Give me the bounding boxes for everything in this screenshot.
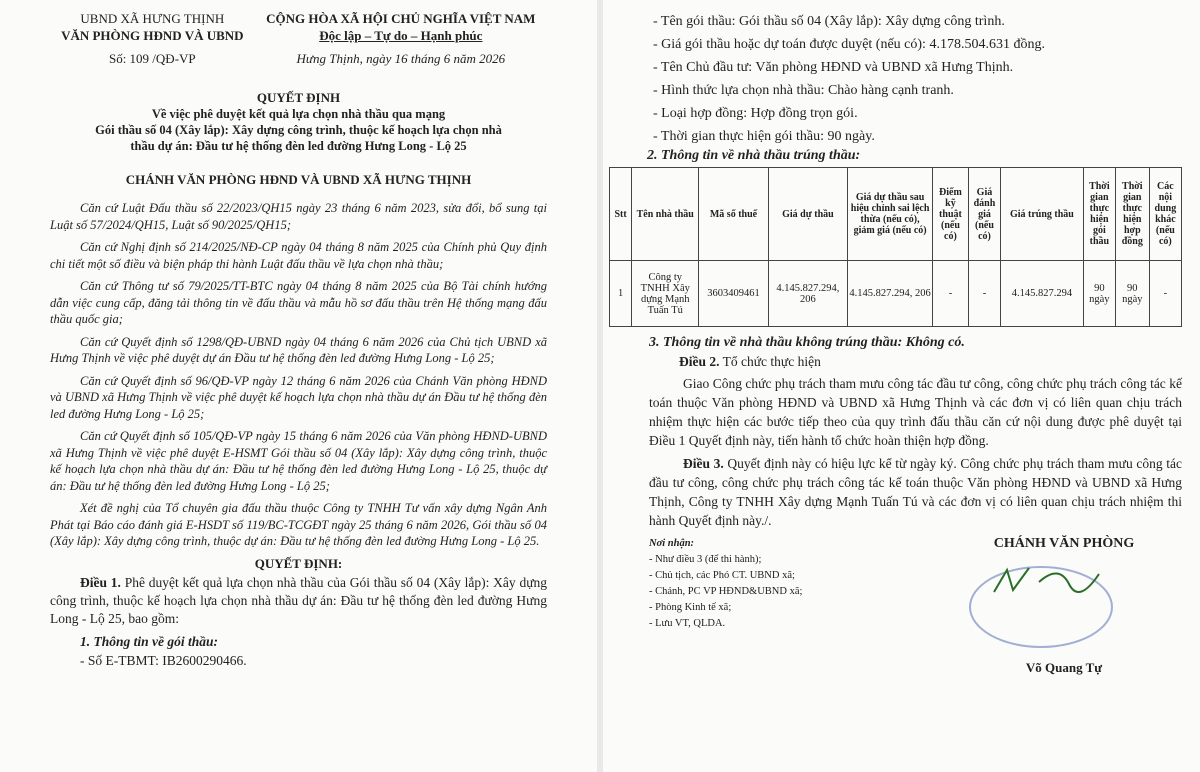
signature-block bbox=[649, 536, 1182, 686]
basis-1: Căn cứ Luật Đấu thầu số 22/2023/QH15 ngày 23 tháng 6 năm 2023, sửa đổi, bổ sung tại Luật số 57/2024/QH15, Luật số 90/2025/QH15; bbox=[50, 201, 547, 232]
table-row bbox=[610, 261, 1182, 327]
th-name: Tên nhà thầu bbox=[632, 168, 699, 261]
recipient-item: - Phòng Kinh tế xã; bbox=[649, 602, 732, 613]
th-award: Giá trúng thầu bbox=[1001, 168, 1084, 261]
cell-name: Công ty TNHH Xây dựng Mạnh Tuấn Tú bbox=[632, 261, 699, 327]
issuer-heading: CHÁNH VĂN PHÒNG HĐND VÀ UBND XÃ HƯNG THỊNH bbox=[125, 172, 472, 187]
table-header-row bbox=[610, 168, 1182, 261]
cell-tech: - bbox=[933, 261, 969, 327]
etbmt-line: - Số E-TBMT: IB2600290466. bbox=[80, 652, 247, 668]
section-1-heading: 1. Thông tin về gói thầu: bbox=[80, 633, 219, 649]
nation-block bbox=[255, 10, 547, 67]
package-duration: - Thời gian thực hiện gói thầu: 90 ngày. bbox=[653, 129, 875, 144]
recipient-item: - Chánh, PC VP HĐND&UBND xã; bbox=[649, 586, 803, 597]
package-price: - Giá gói thầu hoặc dự toán được duyệt (nếu có): 4.178.504.631 đồng. bbox=[653, 37, 1045, 52]
recipients-label: Nơi nhận: bbox=[649, 538, 695, 549]
th-tech: Điểm kỹ thuật (nếu có) bbox=[933, 168, 969, 261]
document-header bbox=[50, 10, 547, 67]
cell-other: - bbox=[1149, 261, 1181, 327]
article-2-label: Điều 2. bbox=[679, 354, 720, 369]
cell-eval: - bbox=[968, 261, 1000, 327]
signature-icon bbox=[989, 562, 1119, 602]
subtitle-3: thầu dự án: Đầu tư hệ thống đèn led đường Hưng Long - Lộ 25 bbox=[130, 139, 467, 153]
basis-6: Căn cứ Quyết định số 105/QĐ-VP ngày 15 tháng 6 năm 2026 của Văn phòng HĐND-UBND xã Hưng Thịnh về việc phê duyệt E-HSMT Gói thầu số 04 (Xây lắp): Xây dựng công trình, thuộc kế hoạch lựa chọn nhà thầu dự án: Đầu tư hệ thống đèn led đường Hưng Long - Lộ 25, thuộc dự án: Đầu tư hệ thống đèn led đường Hưng Long - Lộ 25; bbox=[50, 429, 547, 493]
th-eval: Giá đánh giá (nếu có) bbox=[968, 168, 1000, 261]
th-stt: Stt bbox=[610, 168, 632, 261]
cell-adjusted: 4.145.827.294, 206 bbox=[848, 261, 933, 327]
article-2-title: Tổ chức thực hiện bbox=[719, 354, 821, 369]
cell-time-pkg: 90 ngày bbox=[1083, 261, 1115, 327]
section-2-heading: 2. Thông tin về nhà thầu trúng thầu: bbox=[647, 148, 861, 163]
org-line1: UBND XÃ HƯNG THỊNH bbox=[80, 11, 225, 26]
th-other: Các nội dung khác (nếu có) bbox=[1149, 168, 1181, 261]
signer-title: CHÁNH VĂN PHÒNG bbox=[993, 536, 1135, 551]
doc-title: QUYẾT ĐỊNH bbox=[256, 90, 341, 105]
cell-bid: 4.145.827.294, 206 bbox=[768, 261, 847, 327]
article-1-label: Điều 1. bbox=[80, 574, 121, 590]
doc-number: Số: 109 /QĐ-VP bbox=[108, 51, 196, 66]
subtitle-2: Gói thầu số 04 (Xây lắp): Xây dựng công trình, thuộc kế hoạch lựa chọn nhà bbox=[95, 123, 502, 137]
page-left bbox=[0, 0, 597, 772]
th-time-pkg: Thời gian thực hiện gói thầu bbox=[1083, 168, 1115, 261]
basis-7: Xét đề nghị của Tổ chuyên gia đấu thầu thuộc Công ty TNHH Tư vấn xây dựng Ngân Anh Phát tại Báo cáo đánh giá E-HSDT số 119/BC-TCGĐT ngày 25 tháng 6 năm 2026, Gói thầu số 04 (Xây lắp): Xây dựng công trình, thuộc dự án: Đầu tư hệ thống đèn led đường Hưng Long - Lộ 25. bbox=[50, 501, 547, 548]
article-3-text: Quyết định này có hiệu lực kể từ ngày ký. Công chức phụ trách tham mưu công tác đầu tư công, công chức phụ trách công tác kế toán thuộc Văn phòng HĐND và UBND xã Hưng Thịnh, Công ty TNHH Xây dựng Mạnh Tuấn Tú và các đơn vị có liên quan chịu trách nhiệm thi hành Quyết định này./. bbox=[649, 456, 1183, 528]
package-name: - Tên gói thầu: Gói thầu số 04 (Xây lắp): Xây dựng công trình. bbox=[653, 14, 1005, 29]
doc-date: Hưng Thịnh, ngày 16 tháng 6 năm 2026 bbox=[296, 51, 506, 66]
page-right bbox=[603, 0, 1200, 772]
decision-heading: QUYẾT ĐỊNH: bbox=[254, 555, 343, 571]
th-bid: Giá dự thầu bbox=[768, 168, 847, 261]
package-method: - Hình thức lựa chọn nhà thầu: Chào hàng cạnh tranh. bbox=[653, 83, 954, 98]
package-owner: - Tên Chủ đầu tư: Văn phòng HĐND và UBND xã Hưng Thịnh. bbox=[653, 60, 1014, 75]
article-3 bbox=[649, 454, 1182, 530]
section-3-heading: 3. Thông tin về nhà thầu không trúng thầu: Không có. bbox=[649, 335, 965, 350]
recipient-item: - Chủ tịch, các Phó CT. UBND xã; bbox=[649, 570, 795, 581]
winner-table bbox=[609, 167, 1182, 327]
signer-name: Võ Quang Tự bbox=[1025, 660, 1103, 675]
cell-award: 4.145.827.294 bbox=[1001, 261, 1084, 327]
org-line2: VĂN PHÒNG HĐND VÀ UBND bbox=[61, 28, 244, 43]
article-1-text: Phê duyệt kết quả lựa chọn nhà thầu của Gói thầu số 04 (Xây lắp): Xây dựng công trình, thuộc kế hoạch lựa chọn nhà thầu dự án: Đầu tư hệ thống đèn led đường Hưng Long - Lộ 25, bao gồm: bbox=[50, 574, 548, 626]
recipient-item: - Như điều 3 (để thi hành); bbox=[649, 554, 762, 565]
th-tax: Mã số thuế bbox=[699, 168, 768, 261]
article-2-text: Giao Công chức phụ trách tham mưu công tác đầu tư công, công chức phụ trách công tác kế toán thuộc Văn phòng HĐND và UBND xã Hưng Thịnh và các đơn vị có liên quan chịu trách nhiệm thực hiện các bước tiếp theo của quy trình đấu thầu căn cứ nội dung được phê duyệt tại Điều 1 Quyết định này, tiến hành tổ chức hoàn thiện hợp đồng. bbox=[649, 376, 1182, 448]
subtitle-1: Về việc phê duyệt kết quả lựa chọn nhà thầu qua mạng bbox=[151, 107, 446, 121]
basis-3: Căn cứ Thông tư số 79/2025/TT-BTC ngày 04 tháng 8 năm 2025 của Bộ Tài chính hướng dẫn việc cung cấp, đăng tải thông tin về đấu thầu và mẫu hồ sơ đấu thầu trên Hệ thống mạng đấu thầu quốc gia; bbox=[50, 279, 547, 326]
cell-stt: 1 bbox=[610, 261, 632, 327]
basis-5: Căn cứ Quyết định số 96/QĐ-VP ngày 12 tháng 6 năm 2026 của Chánh Văn phòng HĐND và UBND xã Hưng Thịnh về việc phê duyệt kế hoạch lựa chọn nhà thầu dự án Đầu tư hệ thống đèn led đường Hưng Long - Lộ 25; bbox=[50, 373, 547, 421]
th-time-contract: Thời gian thực hiện hợp đồng bbox=[1115, 168, 1149, 261]
article-2-heading bbox=[679, 354, 1182, 370]
basis-4: Căn cứ Quyết định số 1298/QĐ-UBND ngày 04 tháng 6 năm 2026 của Chủ tịch UBND xã Hưng Thịnh về việc phê duyệt dự án Đầu tư hệ thống đèn led đường Hưng Long - Lộ 25; bbox=[50, 334, 547, 365]
issuing-org bbox=[50, 10, 255, 67]
article-1 bbox=[50, 574, 547, 628]
cell-tax: 3603409461 bbox=[699, 261, 768, 327]
article-3-label: Điều 3. bbox=[683, 456, 724, 471]
package-contract: - Loại hợp đồng: Hợp đồng trọn gói. bbox=[653, 106, 858, 121]
basis-2: Căn cứ Nghị định số 214/2025/NĐ-CP ngày 04 tháng 8 năm 2025 của Chính phủ Quy định chi tiết một số điều và biện pháp thi hành Luật đấu thầu về lựa chọn nhà thầu; bbox=[50, 240, 547, 271]
th-adjusted: Giá dự thầu sau hiệu chỉnh sai lệch thừa (nếu có), giảm giá (nếu có) bbox=[848, 168, 933, 261]
nation-title: CỘNG HÒA XÃ HỘI CHỦ NGHĨA VIỆT NAM bbox=[266, 11, 536, 26]
cell-time-contract: 90 ngày bbox=[1115, 261, 1149, 327]
motto: Độc lập – Tự do – Hạnh phúc bbox=[319, 28, 483, 43]
recipient-item: - Lưu VT, QLDA. bbox=[649, 618, 726, 629]
